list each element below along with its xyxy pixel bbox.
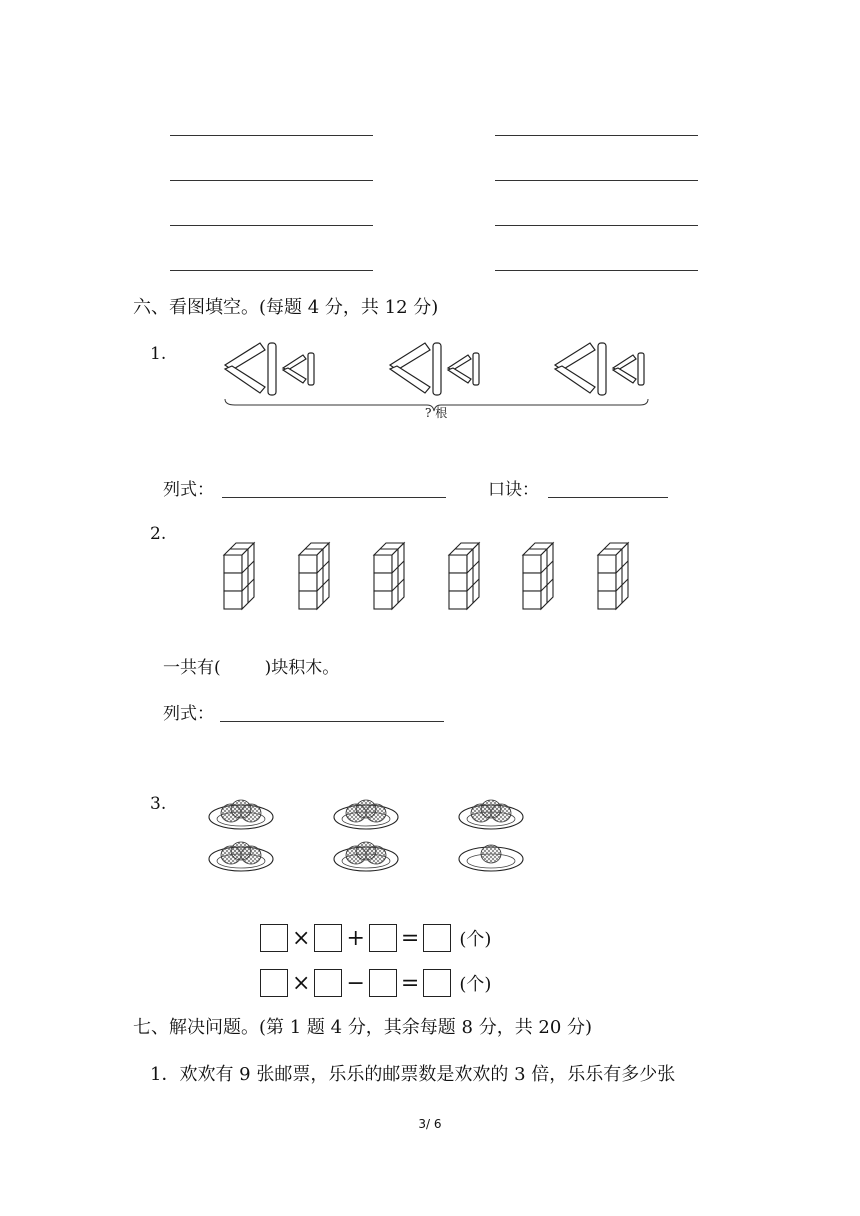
brace-label: ? 根	[425, 406, 448, 420]
question-text: 1．欢欢有 9 张邮票，乐乐的邮票数是欢欢的 3 倍，乐乐有多少张	[150, 1064, 676, 1085]
rhyme-label: 口诀：	[488, 480, 539, 500]
question-number: 3.	[150, 794, 167, 814]
question-number: 2.	[150, 524, 167, 544]
answer-line[interactable]	[170, 270, 373, 271]
answer-box[interactable]	[369, 924, 397, 952]
answer-box[interactable]	[260, 924, 288, 952]
total-blocks-text: 一共有( )块积木。	[163, 658, 340, 678]
answer-line[interactable]	[170, 225, 373, 226]
question-number: 1.	[150, 344, 167, 364]
blocks-illustration	[220, 535, 640, 615]
section-title: 七、解决问题。(第 1 题 4 分，其余每题 8 分，共 20 分)	[133, 1017, 593, 1038]
answer-box[interactable]	[369, 969, 397, 997]
answer-box[interactable]	[423, 969, 451, 997]
rhyme-answer-line[interactable]	[548, 497, 668, 498]
answer-box[interactable]	[423, 924, 451, 952]
formula-label: 列式：	[163, 704, 214, 724]
equation-plus: × + = (个)	[260, 924, 491, 952]
answer-line[interactable]	[170, 180, 373, 181]
section-title: 六、看图填空。(每题 4 分，共 12 分)	[133, 297, 439, 318]
answer-line[interactable]	[170, 135, 373, 136]
answer-box[interactable]	[314, 924, 342, 952]
answer-box[interactable]	[314, 969, 342, 997]
answer-line[interactable]	[495, 270, 698, 271]
answer-box[interactable]	[260, 969, 288, 997]
answer-line[interactable]	[495, 225, 698, 226]
page-number: 3/ 6	[418, 1117, 442, 1131]
formula-answer-line[interactable]	[220, 721, 444, 722]
equation-minus: × − = (个)	[260, 969, 491, 997]
answer-line[interactable]	[495, 180, 698, 181]
plates-illustration	[205, 795, 535, 885]
formula-answer-line[interactable]	[222, 497, 446, 498]
formula-label: 列式：	[163, 480, 214, 500]
answer-line[interactable]	[495, 135, 698, 136]
